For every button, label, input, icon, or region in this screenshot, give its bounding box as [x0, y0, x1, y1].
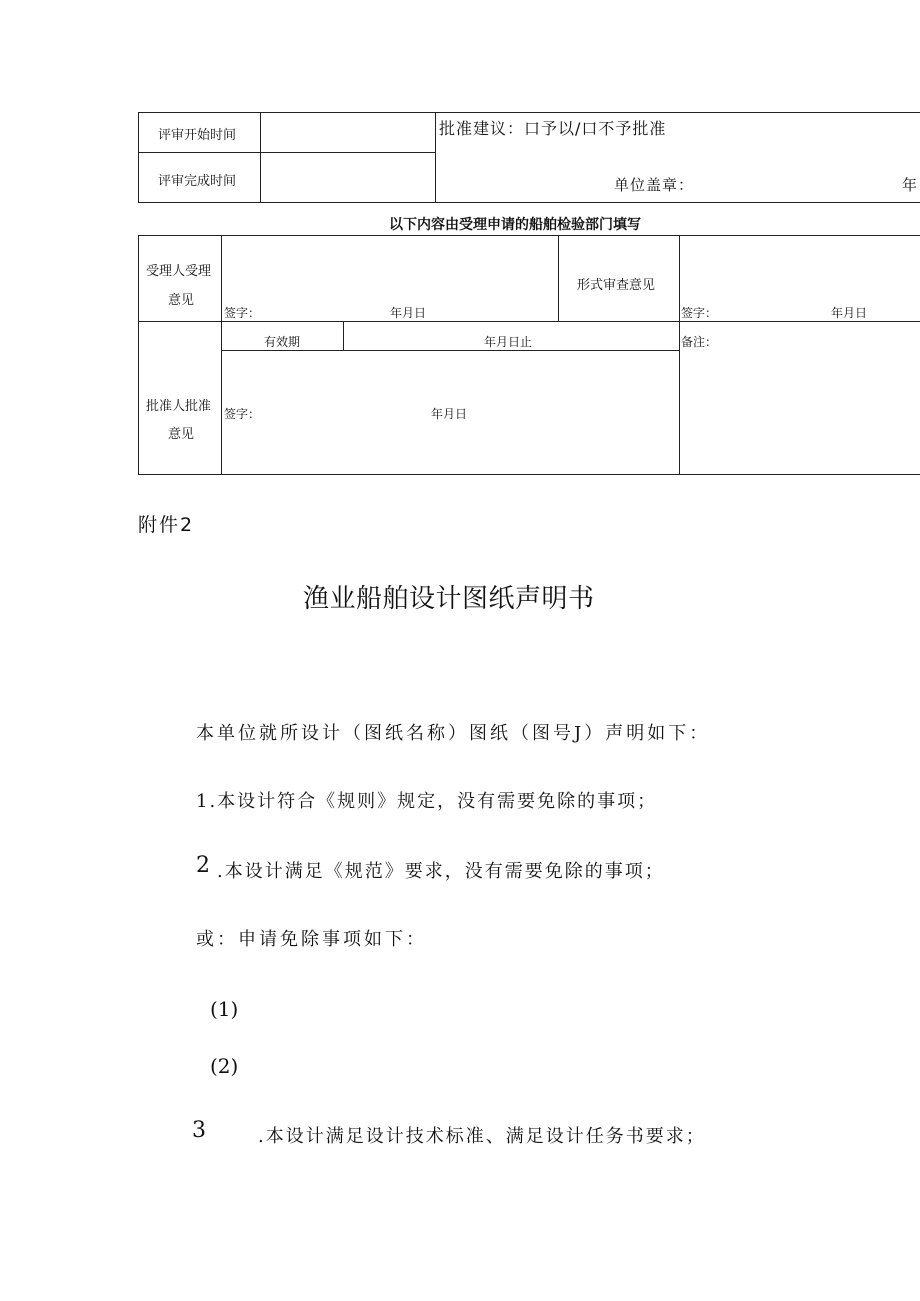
end-time-label: 评审完成时间 [158, 174, 237, 189]
item-1: 1.本设计符合《规则》规定，没有需要免除的事项； [196, 791, 658, 812]
sub-item-1: (1) [210, 997, 239, 1021]
formal-review-opinion-label: 形式审查意见 [577, 278, 656, 293]
formal-review-sign-label: 签字： [681, 306, 718, 320]
approver-opinion-label-line2: 意见 [168, 427, 195, 442]
item-3: .本设计满足设计技术标准、满足设计任务书要求； [258, 1126, 706, 1147]
item-2: .本设计满足《规范》要求，没有需要免除的事项； [217, 861, 665, 882]
intro-paragraph: 本单位就所设计（图纸名称）图纸（图号J）声明如下： [196, 723, 711, 744]
acceptor-opinion-label-line2: 意见 [168, 293, 195, 308]
unit-seal-label: 单位盖章： [614, 176, 695, 194]
start-time-label: 评审开始时间 [158, 128, 237, 143]
acceptor-opinion-label: 受理人受理 [146, 264, 212, 279]
doc-title: 渔业船舶设计图纸声明书 [303, 584, 595, 614]
acceptor-sign-label: 签字： [224, 306, 261, 320]
approver-opinion-label: 批准人批准 [146, 399, 212, 414]
remarks-label: 备注： [681, 335, 718, 349]
validity-value: 年月日止 [484, 335, 533, 349]
year-fragment: 年 [902, 176, 918, 194]
or-line: 或：申请免除事项如下： [196, 929, 427, 950]
item-2-number: 2 [196, 853, 210, 878]
approver-date-label: 年月日 [431, 407, 468, 421]
section-caption: 以下内容由受理申请的船舶检验部门填写 [389, 217, 641, 233]
approval-suggestion: 批准建议：口予以/口不予批准 [439, 119, 667, 138]
item-3-number: 3 [192, 1118, 206, 1143]
formal-review-date-label: 年月日 [831, 306, 868, 320]
sub-item-2: (2) [210, 1054, 239, 1078]
approver-sign-label: 签字： [224, 407, 261, 421]
attachment-label: 附件2 [138, 514, 195, 536]
acceptor-date-label: 年月日 [390, 306, 427, 320]
validity-label: 有效期 [264, 335, 301, 349]
